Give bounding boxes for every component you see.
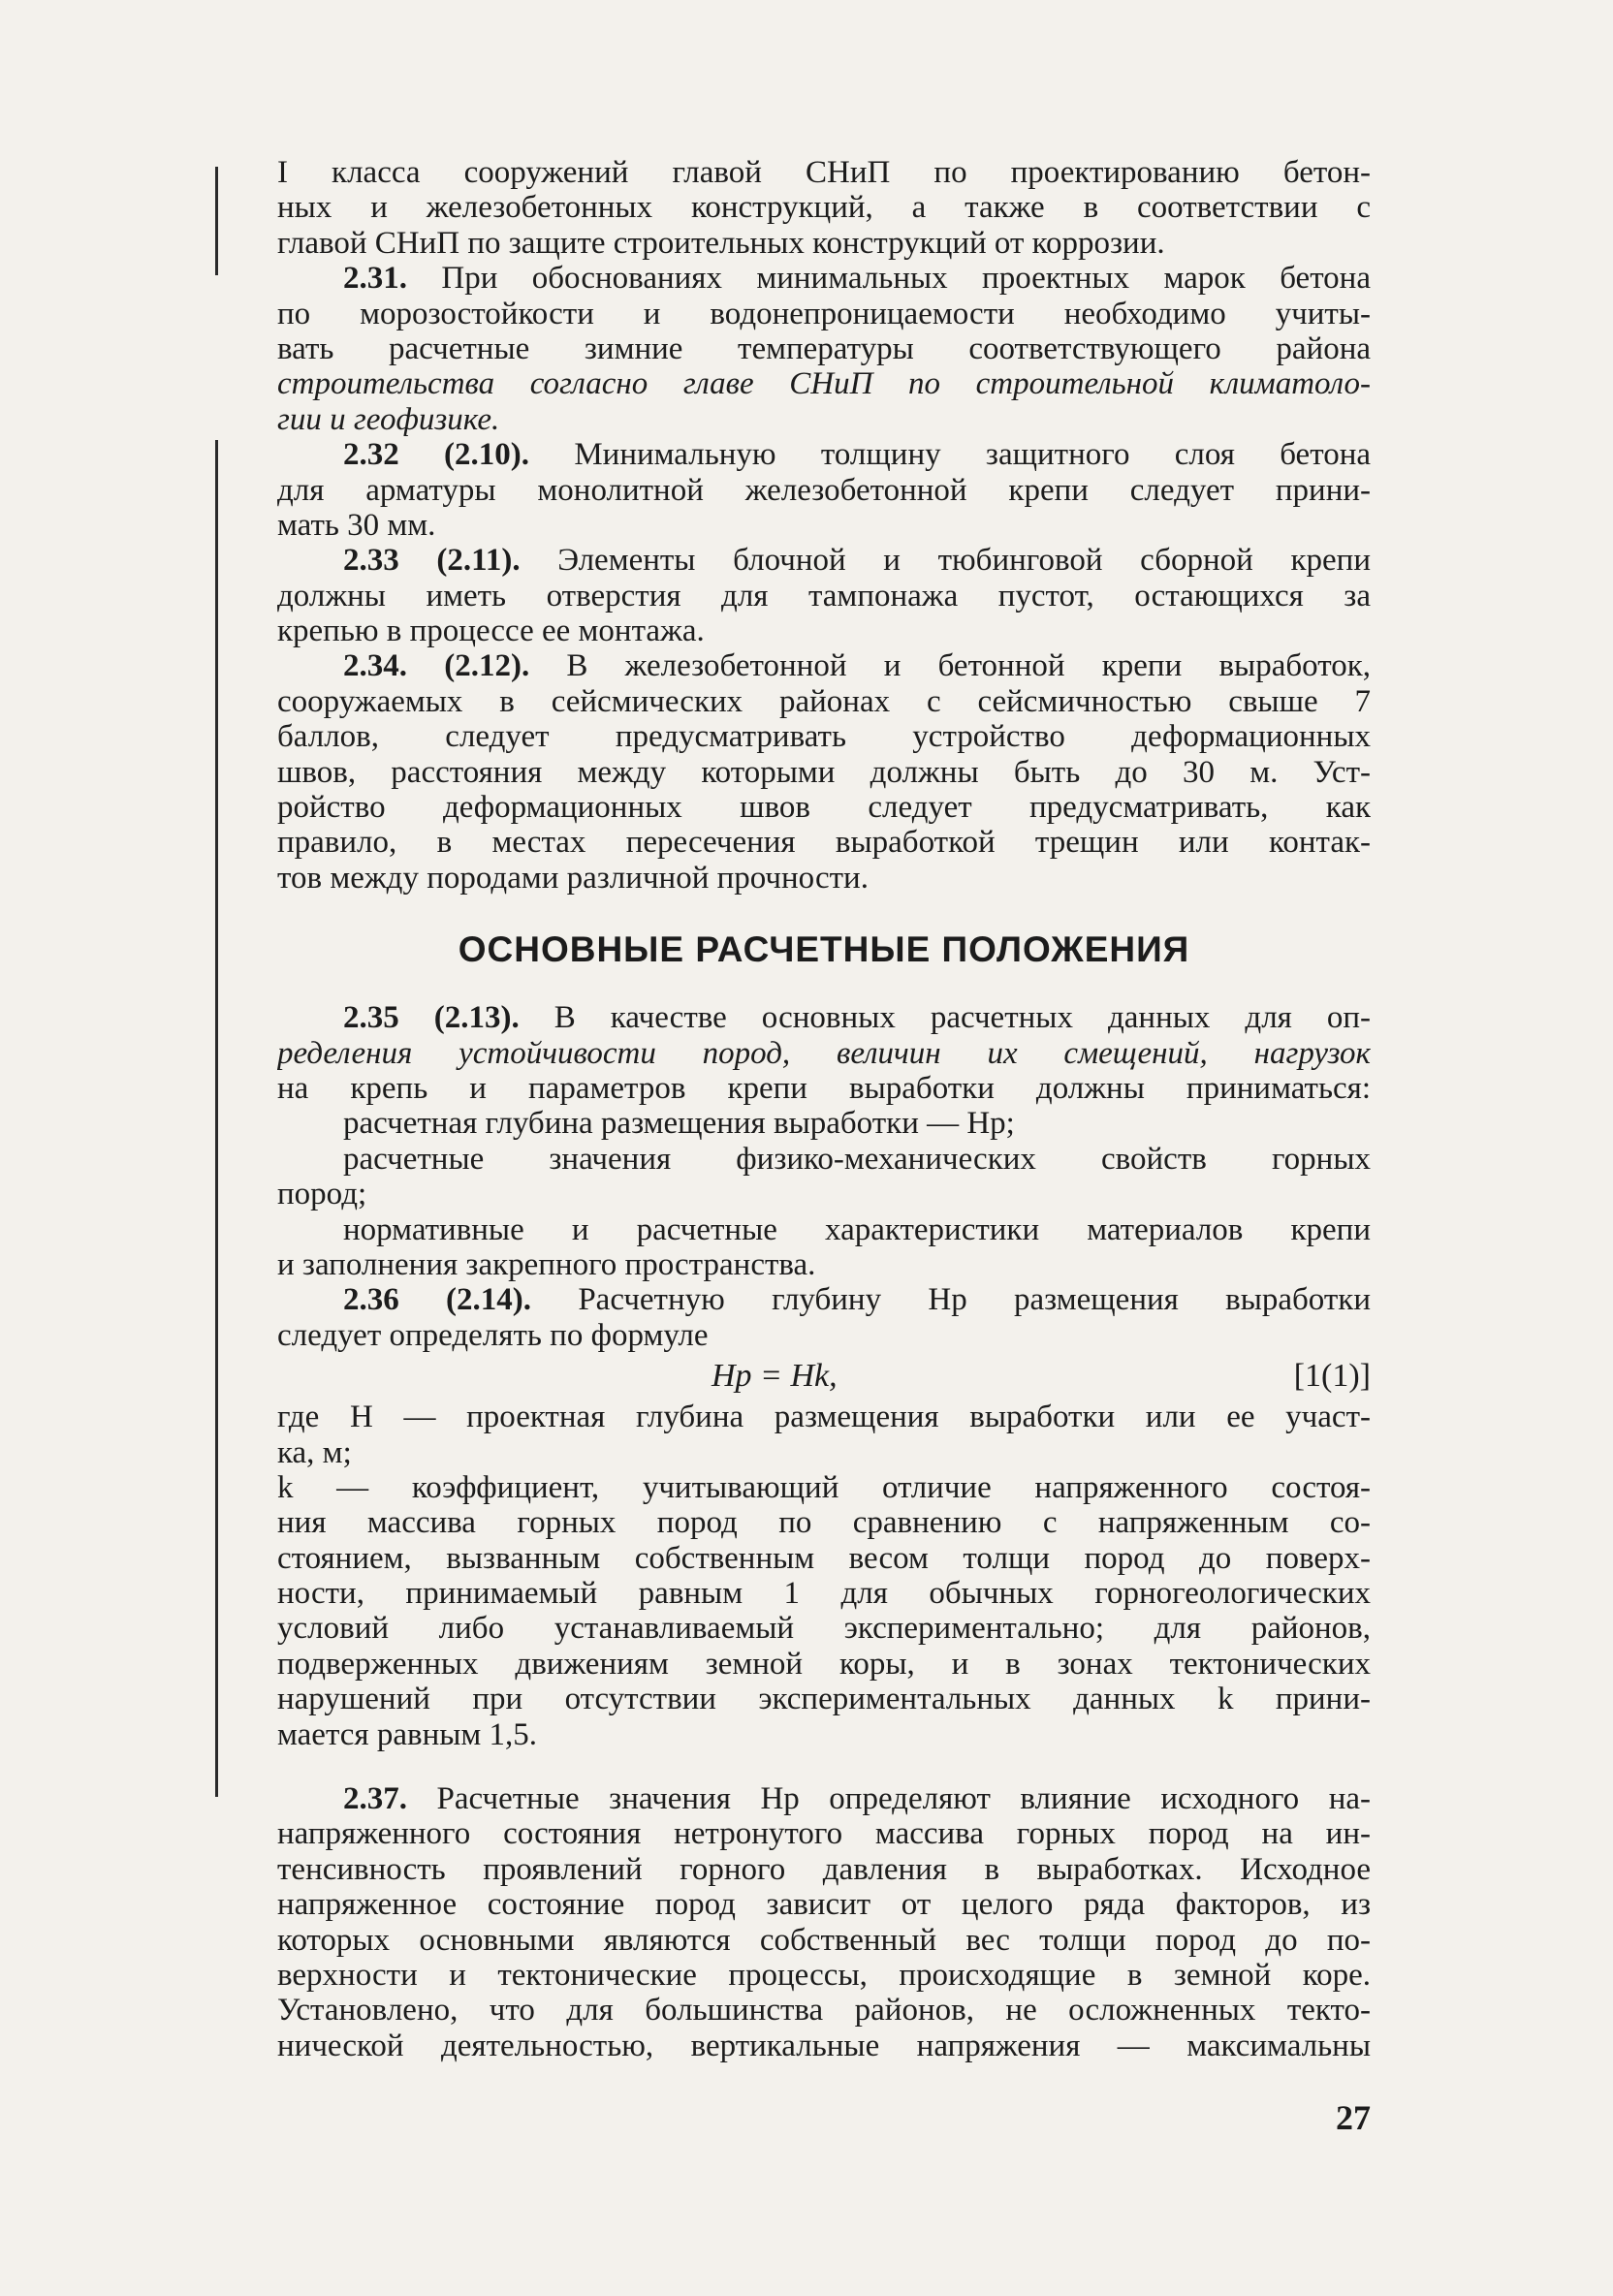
paragraph-2-35 bbox=[277, 1000, 1371, 1282]
change-bar-bottom bbox=[215, 440, 218, 1797]
text-line: k — коэффициент, учитывающий отличие напряженного состоя- bbox=[277, 1469, 1371, 1505]
clause-number: 2.32 (2.10). bbox=[343, 437, 530, 473]
change-bar-top bbox=[215, 167, 218, 275]
text-line: нарушений при отсутствии экспериментальных данных k прини- bbox=[277, 1682, 1371, 1717]
list-item-cont: и заполнения закрепного пространства. bbox=[277, 1246, 816, 1282]
paragraph-continuation bbox=[277, 155, 1371, 261]
paragraph-2-37 bbox=[277, 1781, 1371, 2063]
page-number: 27 bbox=[1336, 2098, 1371, 2137]
text-line: тенсивность проявлений горного давления в выработках. Исходное bbox=[277, 1851, 1371, 1887]
section-heading: ОСНОВНЫЕ РАСЧЕТНЫЕ ПОЛОЖЕНИЯ bbox=[458, 929, 1190, 970]
text-line: по морозостойкости и водонепроницаемости необходимо учиты- bbox=[277, 296, 1371, 331]
text-line: стоянием, вызванным собственным весом толщи пород до поверх- bbox=[277, 1540, 1371, 1576]
paragraph-2-33 bbox=[277, 543, 1371, 648]
text-line: главой СНиП по защите строительных конструкций от коррозии. bbox=[277, 225, 1165, 261]
clause-number: 2.33 (2.11). bbox=[343, 543, 521, 579]
text-line: ности, принимаемый равным 1 для обычных горногеологических bbox=[277, 1576, 1371, 1612]
text-line: баллов, следует предусматривать устройство деформационных bbox=[277, 719, 1371, 755]
formula: Hр = Hk, bbox=[712, 1358, 838, 1395]
list-item: нормативные и расчетные характеристики материалов крепи bbox=[343, 1211, 1371, 1247]
text-line: Установлено, что для большинства районов, не осложненных текто- bbox=[277, 1993, 1371, 2029]
clause-number: 2.36 (2.14). bbox=[343, 1282, 532, 1318]
text-line: ройство деформационных швов следует предусматривать, как bbox=[277, 790, 1371, 826]
text-line: В железобетонной и бетонной крепи выработок, bbox=[529, 648, 1371, 684]
text-line: Расчетную глубину Hр размещения выработки bbox=[531, 1282, 1371, 1318]
text-line: напряженное состояние пород зависит от целого ряда факторов, из bbox=[277, 1887, 1371, 1923]
text-line: ка, м; bbox=[277, 1434, 352, 1470]
text-line: При обоснованиях минимальных проектных марок бетона bbox=[407, 261, 1371, 297]
clause-number: 2.34. (2.12). bbox=[343, 648, 530, 684]
list-item-cont: пород; bbox=[277, 1177, 367, 1212]
clause-number: 2.37. bbox=[343, 1781, 407, 1817]
list-item: расчетная глубина размещения выработки — Hр; bbox=[343, 1106, 1015, 1142]
text-column bbox=[277, 155, 1371, 2063]
text-line: где H — проектная глубина размещения выработки или ее участ- bbox=[277, 1400, 1371, 1435]
text-line: I класса сооружений главой СНиП по проектированию бетон- bbox=[277, 155, 1371, 190]
text-line: тов между породами различной прочности. bbox=[277, 860, 869, 896]
text-line: В качестве основных расчетных данных для оп- bbox=[519, 1000, 1371, 1036]
text-line: мать 30 мм. bbox=[277, 507, 436, 543]
text-line: Расчетные значения Hр определяют влияние исходного на- bbox=[407, 1781, 1371, 1817]
clause-number: 2.31. bbox=[343, 261, 407, 297]
text-line: вать расчетные зимние температуры соответствующего района bbox=[277, 330, 1371, 366]
text-line: которых основными являются собственный вес толщи пород до по- bbox=[277, 1922, 1371, 1958]
paragraph-2-36 bbox=[277, 1282, 1371, 1752]
text-line: Минимальную толщину защитного слоя бетона bbox=[529, 437, 1371, 473]
text-line: для арматуры монолитной железобетонной крепи следует прини- bbox=[277, 472, 1371, 508]
text-line: ния массива горных пород по сравнению с напряженным со- bbox=[277, 1505, 1371, 1541]
text-line: крепью в процессе ее монтажа. bbox=[277, 613, 705, 649]
text-line: мается равным 1,5. bbox=[277, 1716, 538, 1752]
list-item: расчетные значения физико-механических свойств горных bbox=[343, 1141, 1371, 1177]
text-line: нической деятельностью, вертикальные напряжения — максимальны bbox=[277, 2028, 1371, 2063]
text-line: условий либо устанавливаемый экспериментально; для районов, bbox=[277, 1611, 1371, 1647]
text-line: швов, расстояния между которыми должны быть до 30 м. Уст- bbox=[277, 754, 1371, 790]
text-line: напряженного состояния нетронутого массива горных пород на ин- bbox=[277, 1816, 1371, 1852]
formula-reference: [1(1)] bbox=[1293, 1358, 1371, 1395]
text-line: должны иметь отверстия для тампонажа пустот, остающихся за bbox=[277, 578, 1371, 613]
paragraph-2-32 bbox=[277, 437, 1371, 543]
text-line-italic: ределения устойчивости пород, величин их смещений, нагрузок bbox=[277, 1035, 1371, 1071]
text-line: сооружаемых в сейсмических районах с сейсмичностью свыше 7 bbox=[277, 683, 1371, 719]
text-line: ных и железобетонных конструкций, а также в соответствии с bbox=[277, 190, 1371, 226]
text-line: подверженных движениям земной коры, и в зонах тектонических bbox=[277, 1646, 1371, 1682]
text-line: правило, в местах пересечения выработкой трещин или контак- bbox=[277, 825, 1371, 861]
text-line: следует определять по формуле bbox=[277, 1317, 709, 1353]
text-line-italic: гии и геофизике. bbox=[277, 401, 500, 437]
text-line: на крепь и параметров крепи выработки должны приниматься: bbox=[277, 1070, 1371, 1106]
text-line-italic: строительства согласно главе СНиП по строительной климатоло- bbox=[277, 366, 1371, 402]
paragraph-2-31 bbox=[277, 261, 1371, 437]
formula-row bbox=[277, 1353, 1371, 1400]
clause-number: 2.35 (2.13). bbox=[343, 1000, 520, 1036]
text-line: Элементы блочной и тюбинговой сборной крепи bbox=[520, 543, 1371, 579]
text-line: верхности и тектонические процессы, происходящие в земной коре. bbox=[277, 1957, 1371, 1993]
paragraph-2-34 bbox=[277, 648, 1371, 896]
